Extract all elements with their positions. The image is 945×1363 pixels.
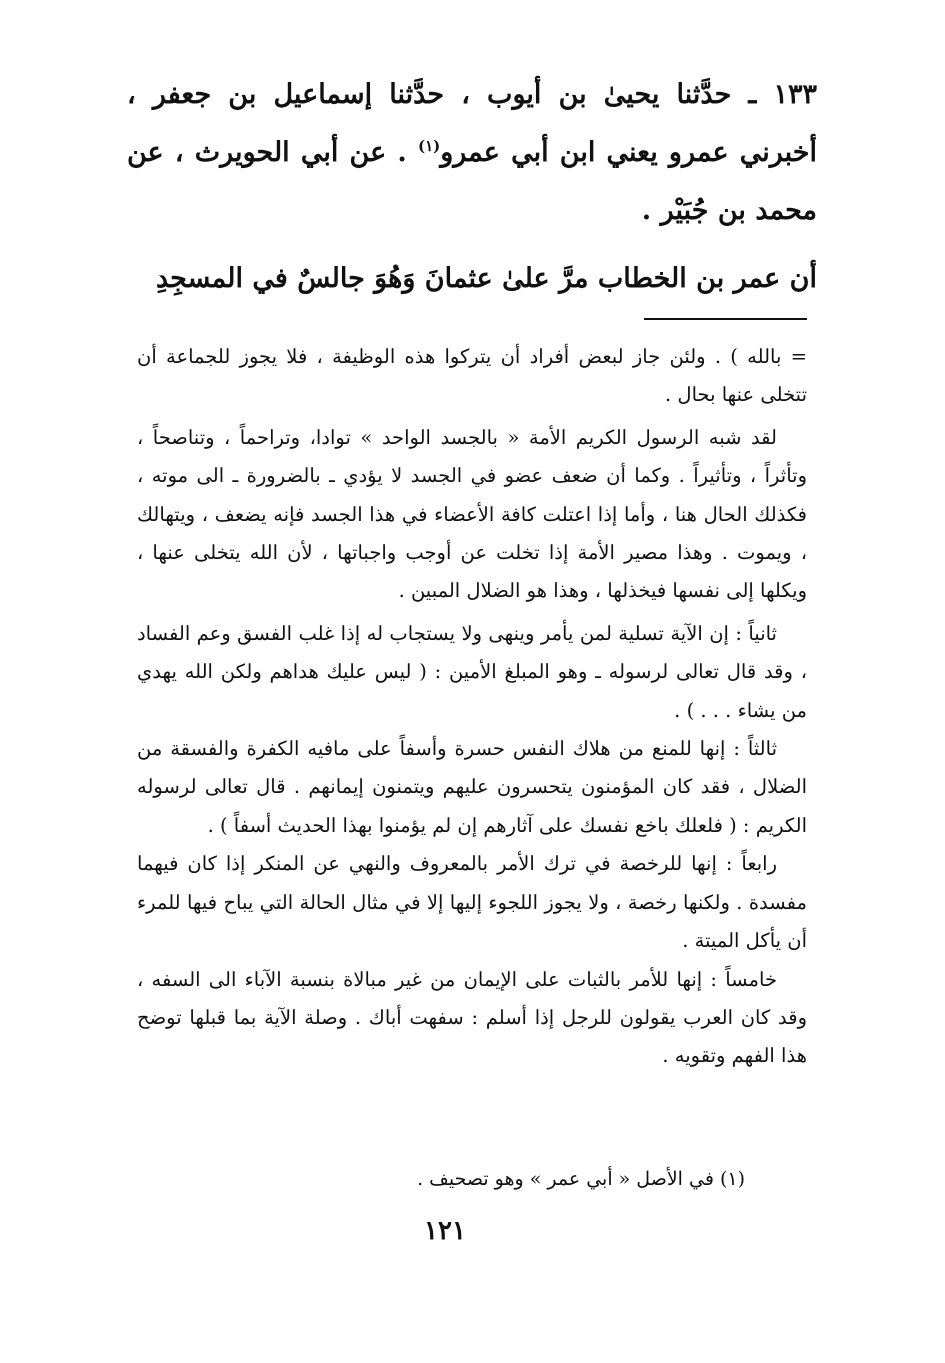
hadith-isnad — [127, 66, 817, 240]
commentary-paragraph-4: ثالثاً : إنها للمنع من هلاك النفس حسرة وأسفاً على مافيه الكفرة والفسقة من الضلال ، فقد كان المؤمنون يتحسرون عليهم ويتمنون إيمانهم . قال تعالى لرسوله الكريم : ( فلعلك باخع نفسك على آثارهم إن لم يؤمنوا بهذا الحديث أسفاً ) . — [137, 737, 807, 837]
commentary-paragraph-5: رابعاً : إنها للرخصة في ترك الأمر بالمعروف والنهي عن المنكر إذا كان فيهما مفسدة . ولكنها رخصة ، ولا يجوز اللجوء إليها إلا في مثال الحالة التي يباح فيها للمرء أن يأكل الميتة . — [137, 852, 807, 953]
footnote-divider — [644, 318, 807, 320]
isnad-text: ١٣٣ ـ حدَّثنا يحيىٰ بن أيوب ، حدَّثنا إسماعيل بن جعفر ، أخبرني عمرو يعني ابن أبي عمرو — [127, 79, 817, 168]
commentary-block — [137, 338, 807, 1076]
commentary-paragraph-1: = بالله ) . ولئن جاز لبعض أفراد أن يتركوا هذه الوظيفة ، فلا يجوز للجماعة أن تتخلى عنها بحال . — [137, 345, 807, 407]
hadith-matn: أن عمر بن الخطاب مرَّ علىٰ عثمانَ وَهُوَ جالسٌ في المسجِدِ — [155, 263, 817, 294]
footnote: (١) في الأصل « أبي عمر » وهو تصحيف . — [417, 1168, 745, 1190]
commentary-paragraph-3: ثانياً : إن الآية تسلية لمن يأمر وينهى ولا يستجاب له إذا غلب الفسق وعم الفساد ، وقد قال تعالى لرسوله ـ وهو المبلغ الأمين : ( ليس عليك هداهم ولكن الله يهدي من يشاء . . . ) . — [137, 621, 807, 722]
hadith-block — [127, 66, 817, 308]
isnad-text-continued: . عن أبي الحويرث ، عن محمد بن جُبَيْر . — [127, 137, 817, 226]
commentary-paragraph-6: خامساً : إنها للأمر بالثبات على الإيمان من غير مبالاة بنسبة الآباء الى السفه ، وقد كان العرب يقولون للرجل إذا أسلم : سفهت أباك . وصلة الآية بما قبلها توضح هذا الفهم وتقويه . — [137, 967, 807, 1068]
page-number: ١٢١ — [424, 1216, 466, 1246]
footnote-reference: (١) — [417, 137, 441, 155]
commentary-paragraph-2: لقد شبه الرسول الكريم الأمة « بالجسد الواحد » توادا، وتراحماً ، وتناصحاً ، وتأثراً ، وتأثيراً . وكما أن ضعف عضو في الجسد لا يؤدي ـ بالضرورة ـ الى موته ، فكذلك الحال هنا ، وأما إذا اعتلت كافة الأعضاء في هذا الجسد فإنه يضعف ، ويتهالك ، ويموت . وهذا مصير الأمة إذا تخلت عن أوجب واجباتها ، لأن الله يتخلى عنها ، ويكلها إلى نفسها فيخذلها ، وهذا هو الضلال المبين . — [137, 425, 807, 603]
